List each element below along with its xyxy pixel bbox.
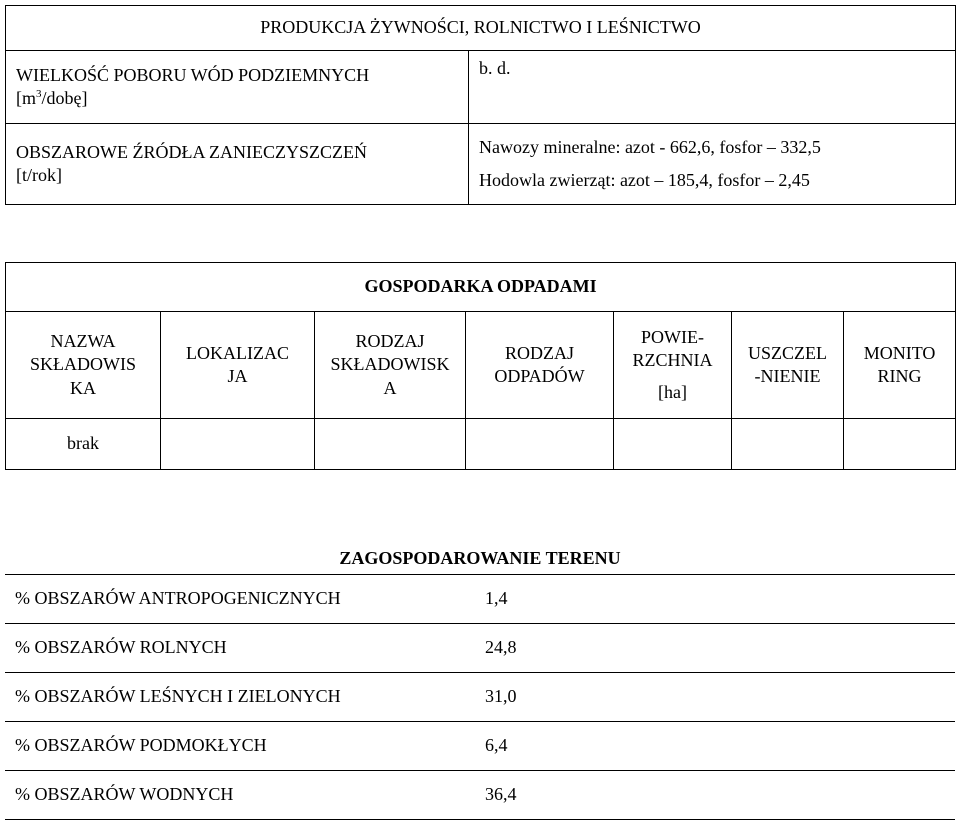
land-use-value: 24,8	[475, 624, 955, 673]
table-row	[5, 771, 955, 820]
header-landfill-type	[315, 312, 466, 419]
waste-management-title-text: GOSPODARKA ODPADAMI	[364, 276, 597, 297]
waste-row-cell	[466, 419, 614, 470]
waste-row-cell	[732, 419, 844, 470]
header-line: A	[383, 377, 397, 398]
table-row	[5, 722, 955, 771]
header-area	[614, 312, 732, 419]
header-line: ODPADÓW	[494, 366, 585, 386]
header-line: NAZWA	[50, 330, 116, 351]
groundwater-intake-label-cell	[6, 51, 469, 124]
header-landfill-name	[6, 312, 161, 419]
header-line: KA	[70, 377, 96, 398]
waste-row-cell	[161, 419, 315, 470]
waste-row-value: brak	[67, 433, 99, 454]
land-use-label: % OBSZARÓW LEŚNYCH I ZIELONYCH	[5, 673, 475, 722]
food-production-table	[5, 5, 956, 205]
header-line: [ha]	[658, 381, 687, 402]
animal-husbandry-line: Hodowla zwierząt: azot – 185,4, fosfor – 2,45	[479, 170, 810, 190]
header-line: LOKALIZAC	[186, 342, 289, 363]
pollution-sources-value-cell	[469, 124, 956, 205]
groundwater-intake-value: b. d.	[479, 58, 511, 78]
header-line: USZCZEL	[748, 342, 827, 363]
waste-row-cell	[315, 419, 466, 470]
groundwater-intake-label: WIELKOŚĆ POBORU WÓD PODZIEMNYCH	[16, 64, 370, 85]
header-line: RODZAJ	[355, 330, 425, 351]
land-use-value: 6,4	[475, 722, 955, 771]
header-sealing	[732, 312, 844, 419]
header-monitoring	[844, 312, 956, 419]
waste-management-title	[6, 263, 956, 312]
header-line: RZCHNIA	[632, 350, 713, 371]
groundwater-intake-value-cell	[469, 51, 956, 124]
header-waste-type	[466, 312, 614, 419]
land-use-table	[5, 518, 955, 820]
food-production-title	[6, 6, 956, 51]
pollution-sources-label: OBSZAROWE ŹRÓDŁA ZANIECZYSZCZEŃ	[16, 141, 367, 162]
land-use-label: % OBSZARÓW WODNYCH	[5, 771, 475, 820]
land-use-title-text: ZAGOSPODAROWANIE TERENU	[339, 547, 621, 568]
header-line: JA	[227, 366, 248, 386]
header-line: SKŁADOWIS	[30, 354, 136, 375]
unit-superscript: 3	[36, 88, 42, 100]
header-line: MONITO	[863, 342, 936, 363]
land-use-value: 36,4	[475, 771, 955, 820]
waste-row-cell	[614, 419, 732, 470]
land-use-label: % OBSZARÓW ROLNYCH	[5, 624, 475, 673]
header-line: -NIENIE	[754, 366, 821, 386]
header-location	[161, 312, 315, 419]
waste-management-table	[5, 262, 956, 470]
table-row	[5, 575, 955, 624]
pollution-sources-unit: [t/rok]	[16, 165, 62, 185]
waste-row-cell	[6, 419, 161, 470]
land-use-value: 31,0	[475, 673, 955, 722]
food-production-title-text: PRODUKCJA ŻYWNOŚCI, ROLNICTWO I LEŚNICTWO	[260, 17, 701, 38]
header-line: POWIE-	[641, 326, 704, 347]
header-line: RING	[877, 366, 922, 386]
mineral-fertilizers-line: Nawozy mineralne: azot - 662,6, fosfor – 332,5	[479, 136, 821, 157]
land-use-title	[5, 518, 955, 575]
waste-row-cell	[844, 419, 956, 470]
groundwater-intake-unit	[16, 87, 468, 110]
table-row	[5, 624, 955, 673]
unit-prefix: [m	[16, 88, 36, 108]
land-use-label: % OBSZARÓW PODMOKŁYCH	[5, 722, 475, 771]
header-line: RODZAJ	[504, 342, 574, 363]
land-use-value: 1,4	[475, 575, 955, 624]
table-row	[5, 673, 955, 722]
unit-suffix: /dobę]	[41, 88, 88, 108]
land-use-label: % OBSZARÓW ANTROPOGENICZNYCH	[5, 575, 475, 624]
header-line: SKŁADOWISK	[330, 354, 450, 375]
pollution-sources-label-cell	[6, 124, 469, 205]
